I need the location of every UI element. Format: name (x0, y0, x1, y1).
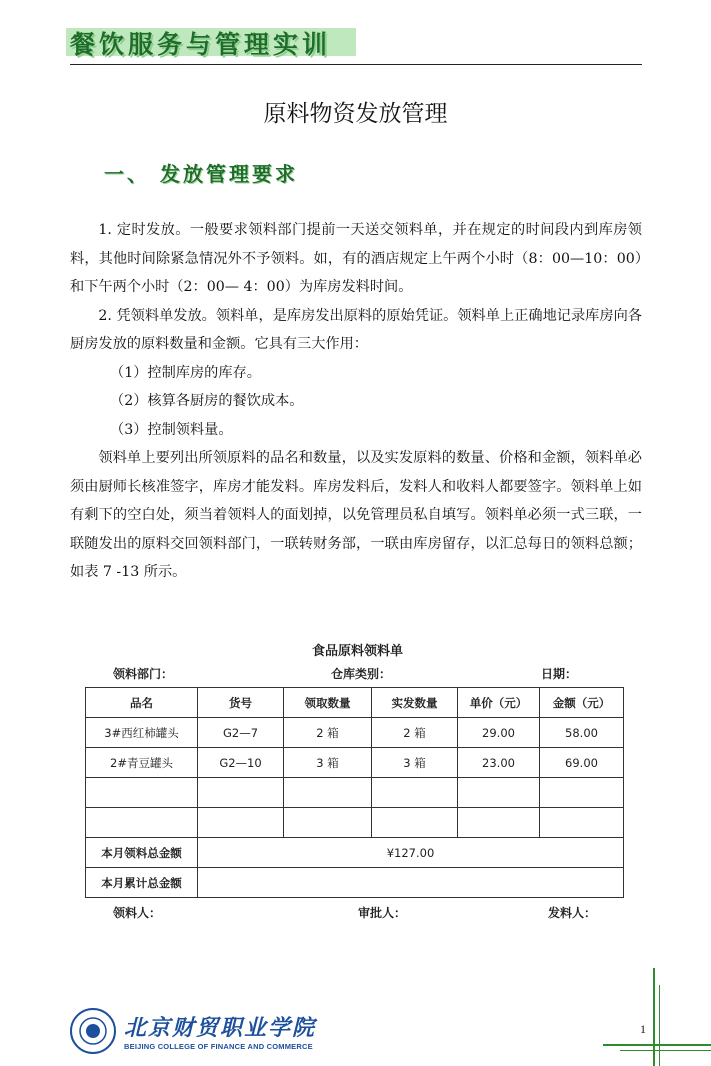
table-cell: 29.00 (458, 718, 540, 748)
corner-ornament (620, 1050, 711, 1051)
cumulative-value (198, 868, 624, 898)
month-total-value: ¥127.00 (198, 838, 624, 868)
table-row (86, 808, 624, 838)
table-cell (458, 808, 540, 838)
section-heading: 一、 发放管理要求 (104, 162, 298, 186)
corner-ornament (603, 1044, 711, 1046)
dept-label: 领料部门： (113, 667, 174, 681)
warehouse-label: 仓库类别： (331, 667, 392, 681)
emblem-icon (78, 1016, 108, 1046)
table-cell (372, 808, 458, 838)
table-cell: G2—10 (198, 748, 284, 778)
requisition-table (85, 687, 624, 898)
date-label: 日期： (541, 667, 578, 681)
document-title: 原料物资发放管理 (263, 101, 448, 127)
form-footer (85, 904, 630, 924)
column-header: 单价（元） (458, 688, 540, 718)
seal-icon (70, 1008, 116, 1054)
paragraph: 2. 凭领料单发放。领料单，是库房发出原料的原始凭证。领料单上正确地记录库房向各厨房发放的原料数量和金额。它具有三大作用： (70, 307, 642, 352)
logo-chinese-name: 北京财贸职业学院 (124, 1015, 317, 1041)
logo-text (124, 1011, 316, 1051)
logo-english-name: BEIJING COLLEGE OF FINANCE AND COMMERCE (124, 1042, 313, 1051)
column-header: 领取数量 (284, 688, 372, 718)
body-text (70, 216, 642, 587)
total-row (86, 838, 624, 868)
table-cell (372, 778, 458, 808)
list-item: （3）控制领料量。 (110, 421, 233, 438)
header-title: 餐饮服务与管理实训 (70, 30, 332, 59)
corner-ornament (653, 968, 655, 1066)
table-cell (540, 778, 624, 808)
list-item: （1）控制库房的库存。 (110, 364, 261, 381)
table-cell (198, 808, 284, 838)
list-item: （2）核算各厨房的餐饮成本。 (110, 393, 304, 409)
header-divider (70, 64, 642, 65)
approver-label: 审批人： (358, 906, 407, 920)
column-header: 品名 (86, 688, 198, 718)
page-number: 1 (640, 1022, 646, 1036)
cumulative-label: 本月累计总金额 (86, 868, 198, 898)
table-cell: 2 箱 (372, 718, 458, 748)
table-cell: 23.00 (458, 748, 540, 778)
table-cell (86, 808, 198, 838)
table-row (86, 748, 624, 778)
table-cell (284, 808, 372, 838)
month-total-label: 本月领料总金额 (86, 838, 198, 868)
table-cell: 2#青豆罐头 (86, 748, 198, 778)
form-title: 食品原料领料单 (311, 644, 403, 659)
table-cell (458, 778, 540, 808)
table-cell: 3 箱 (284, 748, 372, 778)
table-cell: G2—7 (198, 718, 284, 748)
table-cell (284, 778, 372, 808)
table-row (86, 718, 624, 748)
form-header (85, 665, 630, 687)
table-row (86, 778, 624, 808)
table-cell: 2 箱 (284, 718, 372, 748)
paragraph: 1. 定时发放。一般要求领料部门提前一天送交领料单，并在规定的时间段内到库房领料，其他时间除紧急情况外不予领料。如，有的酒店规定上午两个小时（8：00—10：00）和下午两个小时（2：00— 4：00）为库房发料时间。 (70, 222, 642, 295)
table-header-row (86, 688, 624, 718)
receiver-label: 领料人： (113, 906, 162, 920)
college-logo (70, 1008, 316, 1054)
paragraph: 领料单上要列出所领原料的品名和数量，以及实发原料的数量、价格和金额，领料单必须由厨师长核准签字，库房才能发料。库房发料后，发料人和收料人都要签字。领料单上如有剩下的空白处，须当着领料人的面划掉，以免管理员私自填写。领料单必须一式三联，一联随发出的原料交回领料部门，一联转财务部，一联由库房留存，以汇总每日的领料总额；如表 7 -13 所示。 (70, 450, 642, 580)
cumulative-row (86, 868, 624, 898)
table-cell (540, 808, 624, 838)
column-header: 货号 (198, 688, 284, 718)
table-cell (198, 778, 284, 808)
table-cell (86, 778, 198, 808)
column-header: 实发数量 (372, 688, 458, 718)
table-cell: 58.00 (540, 718, 624, 748)
table-cell: 69.00 (540, 748, 624, 778)
table-cell: 3#西红柿罐头 (86, 718, 198, 748)
corner-ornament (659, 985, 660, 1066)
column-header: 金额（元） (540, 688, 624, 718)
requisition-form (85, 640, 630, 924)
table-cell: 3 箱 (372, 748, 458, 778)
issuer-label: 发料人： (548, 906, 597, 920)
